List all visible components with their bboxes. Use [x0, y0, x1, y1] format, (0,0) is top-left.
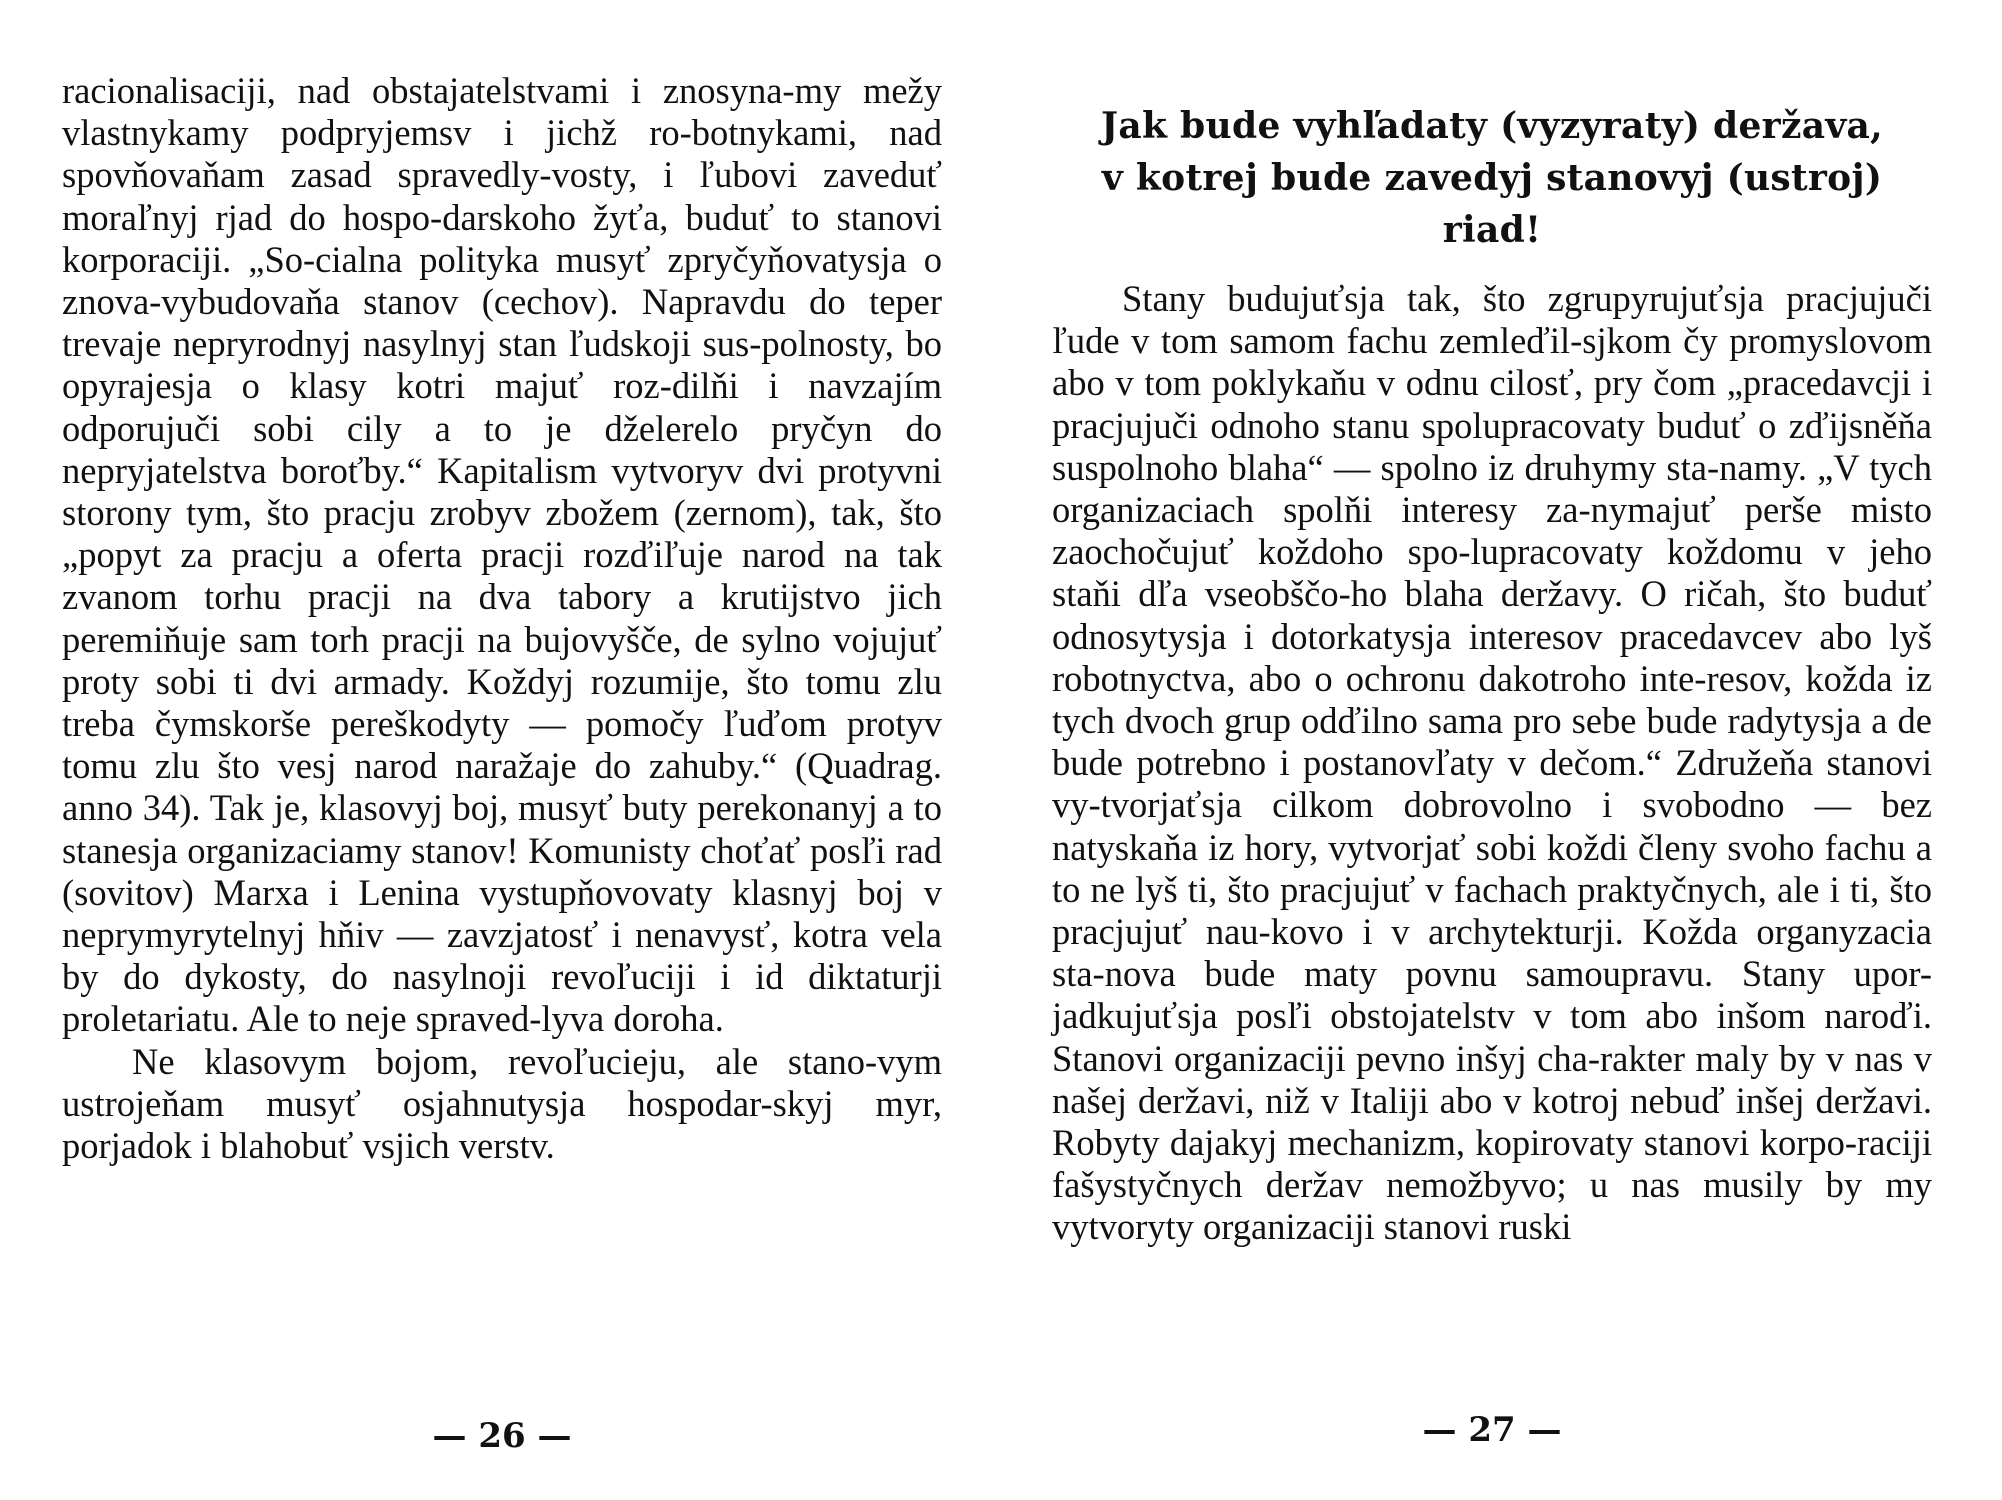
right-page-number: — 27 — [1422, 1410, 1562, 1450]
chapter-heading-line-1: Jak bude vyhľadaty (vyzyraty) deržava, [1100, 105, 1883, 147]
right-page-text [1052, 278, 1932, 1249]
left-paragraph-1: racionalisaciji, nad obstajatelstvami i znosyna-my mežy vlastnykamy podpryjemsv i jichž ro-botnykami, nad spovňovaňam zasad spravedly-vosty, i ľubovi zaveduť moraľnyj rjad do hospo-darskoho žyťa, buduť to stanovi korporaciji. „So-cialna polityka musyť zpryčyňovatysja o znova-vybudovaňa stanov (cechov). Napravdu do teper trevaje nepryrodnyj nasylnyj stan ľudskoji sus-polnosty, bo opyrajesja o klasy kotri majuť roz-dilňi i navzajím odporujuči sobi cily a to je dželerelo pryčyn do nepryjatelstva boroťby.“ Kapitalism vytvoryv dvi protyvni storony tym, što pracju zrobyv zbožem (zernom), tak, što „popyt za pracju a oferta pracji rozďiľuje narod na tak zvanom torhu pracji na dva tabory a krutijstvo jich peremiňuje sam torh pracji na bujovyšče, de sylno vojujuť proty sobi ti dvi armady. Koždyj rozumije, što tomu zlu treba čymskorše pereškodyty — pomočy ľuďom protyv tomu zlu što vesj narod naražaje do zahuby.“ (Quadrag. anno 34). Tak je, klasovyj boj, musyť buty perekonanyj a to stanesja organizaciamy stanov! Komunisty choťať posľi rad (sovitov) Marxa i Lenina vystupňovovaty klasnyj boj v neprymyrytelnyj hňiv — zavzjatosť i nenavysť, kotra vela by do dykosty, do nasylnoji revoľuciji i id diktaturji proletariatu. Ale to neje spraved-lyva doroha. [62, 70, 942, 1040]
chapter-heading-line-2: v kotrej bude zavedyj stanovyj (ustroj) riad! [1101, 157, 1883, 251]
right-page [1052, 70, 1932, 1470]
chapter-heading [1052, 100, 1932, 256]
left-page [62, 70, 942, 1470]
left-paragraph-2: Ne klasovym bojom, revoľucieju, ale stano-vym ustrojeňam musyť osjahnutysja hospodar-skyj myr, porjadok i blahobuť vsjich verstv. [62, 1040, 942, 1167]
left-page-number: — 26 — [432, 1416, 572, 1456]
right-paragraph-1: Stany budujuťsja tak, što zgrupyrujuťsja pracjujuči ľude v tom samom fachu zemleďil-sjkom čy promyslovom abo v tom poklykaňu v odnu cilosť, pry čom „pracedavcji i pracjujuči odnoho stanu spolupracovaty buduť o zďijsněňa suspolnoho blaha“ — spolno iz druhymy sta-namy. „V tych organizaciach spolňi interesy za-nymajuť perše misto zaochočujuť koždoho spo-lupracovaty koždomu v jeho staňi dľa vseobščo-ho blaha deržavy. O ričah, što buduť odnosytysja i dotorkatysja interesov pracedavcev abo lyš robotnyctva, abo o ochronu dakotroho inte-resov, kožda iz tych dvoch grup odďilno sama pro sebe bude radytysja a de bude potrebno i postanovľaty v dečom.“ Združeňa stanovi vy-tvorjaťsja cilkom dobrovolno i svobodno — bez natyskaňa iz hory, vytvorjať sobi koždi členy svoho fachu a to ne lyš ti, što pracjujuť v fachach praktyčnych, ale i ti, što pracjujuť nau-kovo i v archytekturji. Kožda organyzacia sta-nova bude maty povnu samoupravu. Stany upor-jadkujuťsja posľi obstojatelstv v tom abo inšom naroďi. Stanovi organizaciji pevno inšyj cha-rakter maly by v nas v našej deržavi, niž v Italiji abo v kotroj nebuď inšej deržavi. Robyty dajakyj mechanizm, kopirovaty stanovi korpo-raciji fašystyčnych deržav nemožbyvo; u nas musily by my vytvoryty organizaciji stanovi ruski [1052, 278, 1932, 1248]
left-page-text [62, 70, 942, 1167]
